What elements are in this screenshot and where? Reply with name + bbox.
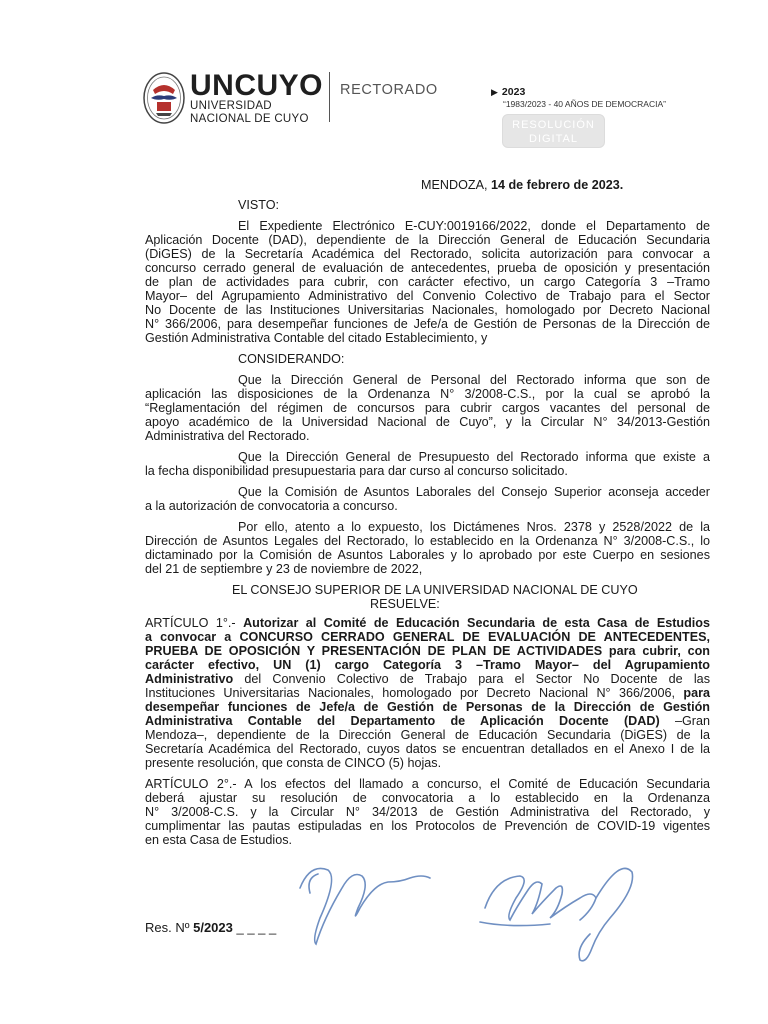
commemorative-motto: “1983/2023 - 40 AÑOS DE DEMOCRACIA”: [503, 99, 666, 109]
article-1-line: carácter efectivo, UN (1) cargo Categoría 3 –Tramo Mayor– del Agrupamiento: [145, 658, 710, 672]
resuelve-heading: RESUELVE:: [370, 597, 440, 611]
digital-resolution-stamp: [502, 114, 605, 148]
header-divider: [329, 72, 330, 122]
visto-line: concurso cerrado general de evaluación de antecedentes, prueba de oposición y presentación: [145, 261, 710, 275]
article-1-text: del Convenio Colectivo de Trabajo para el Sector No Docente de las: [233, 672, 710, 686]
date-line: [421, 179, 623, 193]
considerando-line: del 21 de septiembre y 23 de noviembre de 2022,: [145, 562, 423, 576]
brand-name: UNCUYO: [190, 69, 324, 102]
article-1-text: Instituciones Universitarias Nacionales, homologado por Decreto Nacional N° 366/2006,: [145, 686, 684, 700]
visto-heading: VISTO:: [238, 198, 280, 212]
article-2-line: en esta Casa de Estudios.: [145, 833, 293, 847]
article-1-text: Administrativa Contable del Departamento de Aplicación Docente (DAD): [145, 714, 660, 728]
resolution-suffix: _ _ _ _: [232, 920, 277, 935]
university-brand: [190, 69, 324, 125]
article-1-line: [145, 617, 710, 631]
date-place: MENDOZA,: [421, 178, 488, 192]
article-1-line: Mendoza–, dependiente de la Dirección General de Educación Secundaria (DiGES) de la: [145, 728, 710, 742]
article-1-line: a convocar a CONCURSO CERRADO GENERAL DE EVALUACIÓN DE ANTECEDENTES,: [145, 630, 710, 644]
article-2-line: cumplimentar las pautas estipuladas en los Protocolos de Prevención de COVID-19 vigentes: [145, 819, 710, 833]
article-1-line: PRUEBA DE OPOSICIÓN Y PRESENTACIÓN DE PLAN DE ACTIVIDADES para cubrir, con: [145, 644, 710, 658]
considerando-line: Por ello, atento a lo expuesto, los Dictámenes Nros. 2378 y 2528/2022 de la: [238, 520, 710, 534]
visto-line: Mayor– del Agrupamiento Administrativo del Convenio Colectivo de Trabajo para el Sector: [145, 289, 710, 303]
considerando-line: dictaminado por la Comisión de Asuntos Laborales y lo aprobado por este Cuerpo en sesiones: [145, 548, 710, 562]
considerando-heading: CONSIDERANDO:: [238, 352, 345, 366]
article-1-text: para: [683, 686, 710, 700]
article-1-text: Autorizar al Comité de Educación Secundaria de esta Casa de Estudios: [243, 616, 710, 630]
considerando-line: “Reglamentación del régimen de concursos para cubrir cargos vacantes del personal de: [145, 401, 710, 415]
considerando-line: Administrativa del Rectorado.: [145, 429, 310, 443]
article-2-line: N° 3/2008-C.S. y la Circular N° 34/2013 de Gestión Administrativa del Rectorado, y: [145, 805, 710, 819]
considerando-line: aplicación las disposiciones de la Ordenanza N° 3/2008-C.S., por la cual se aprobó la: [145, 387, 710, 401]
date-value: 14 de febrero de 2023.: [490, 178, 624, 192]
resolution-value: 5/2023: [193, 920, 233, 935]
considerando-line: Que la Dirección General de Presupuesto del Rectorado informa que existe a: [238, 450, 710, 464]
visto-line: (DiGES) de la Secretaría Académica del Rectorado, solicita autorización para convocar a: [145, 247, 710, 261]
considerando-line: la fecha disponibilidad presupuestaria para dar curso al concurso solicitado.: [145, 464, 568, 478]
year-label: 2023: [501, 86, 526, 98]
considerando-line: Dirección de Asuntos Legales del Rectorado, lo establecido en la Ordenanza N° 3/2008-C.S., lo: [145, 534, 710, 548]
brand-line-2: NACIONAL DE CUYO: [190, 112, 309, 125]
handwritten-signatures: [280, 848, 660, 968]
article-2-line: ARTÍCULO 2°.- A los efectos del llamado a concurso, el Comité de Educación Secundaria: [145, 777, 710, 791]
article-1-line: [145, 673, 710, 687]
article-1-text: –Gran: [659, 714, 710, 728]
article-1-line: [145, 687, 710, 701]
article-1-line: desempeñar funciones de Jefe/a de Gestión de Personas de la Dirección de Gestión: [145, 700, 710, 714]
visto-line: Aplicación Docente (DAD), dependiente de la Dirección General de Educación Secundaria: [145, 233, 710, 247]
considerando-line: apoyo académico de la Universidad Nacional de Cuyo”, y la Circular N° 34/2013-Gestión: [145, 415, 710, 429]
year-line: [491, 86, 525, 98]
office-name: RECTORADO: [340, 82, 438, 98]
article-1-line: Secretaría Académica del Rectorado, cuyos datos se encuentran detallados en el Anexo I de la: [145, 742, 710, 756]
university-seal-logo: [143, 72, 185, 124]
visto-line: de plan de actividades para cubrir, con carácter efectivo, un cargo Categoría 3 –Tramo: [145, 275, 710, 289]
article-1-text: Administrativo: [145, 672, 234, 686]
stamp-line-2: DIGITAL: [529, 133, 578, 145]
triangle-bullet-icon: ▶: [491, 87, 498, 97]
article-1-line: presente resolución, que consta de CINCO (5) hojas.: [145, 756, 442, 770]
stamp-line-1: RESOLUCIÓN: [512, 119, 595, 131]
article-1-line: [145, 715, 710, 729]
visto-line: No Docente de las Instituciones Universitarias Nacionales, homologado por Decreto Nacional: [145, 303, 710, 317]
considerando-line: a la autorización de convocatoria a concurso.: [145, 499, 398, 513]
considerando-line: Que la Comisión de Asuntos Laborales del Consejo Superior aconseja acceder: [238, 485, 710, 499]
visto-line: Gestión Administrativa Contable del citado Establecimiento, y: [145, 331, 488, 345]
considerando-line: Que la Dirección General de Personal del Rectorado informa que son de: [238, 373, 710, 387]
article-1-label: ARTÍCULO 1°.-: [145, 616, 236, 630]
visto-line: N° 366/2006, para desempeñar funciones de Jefe/a de Gestión de Personas de la Dirección de: [145, 317, 710, 331]
visto-line: El Expediente Electrónico E-CUY:0019166/2022, donde el Departamento de: [238, 219, 710, 233]
council-line: EL CONSEJO SUPERIOR DE LA UNIVERSIDAD NACIONAL DE CUYO: [232, 583, 638, 597]
article-2-line: deberá ajustar su resolución de convocatoria a lo establecido en la Ordenanza: [145, 791, 710, 805]
resolution-number: [145, 920, 276, 935]
resolution-prefix: Res. Nº: [145, 920, 190, 935]
brand-line-1: UNIVERSIDAD: [190, 100, 272, 112]
